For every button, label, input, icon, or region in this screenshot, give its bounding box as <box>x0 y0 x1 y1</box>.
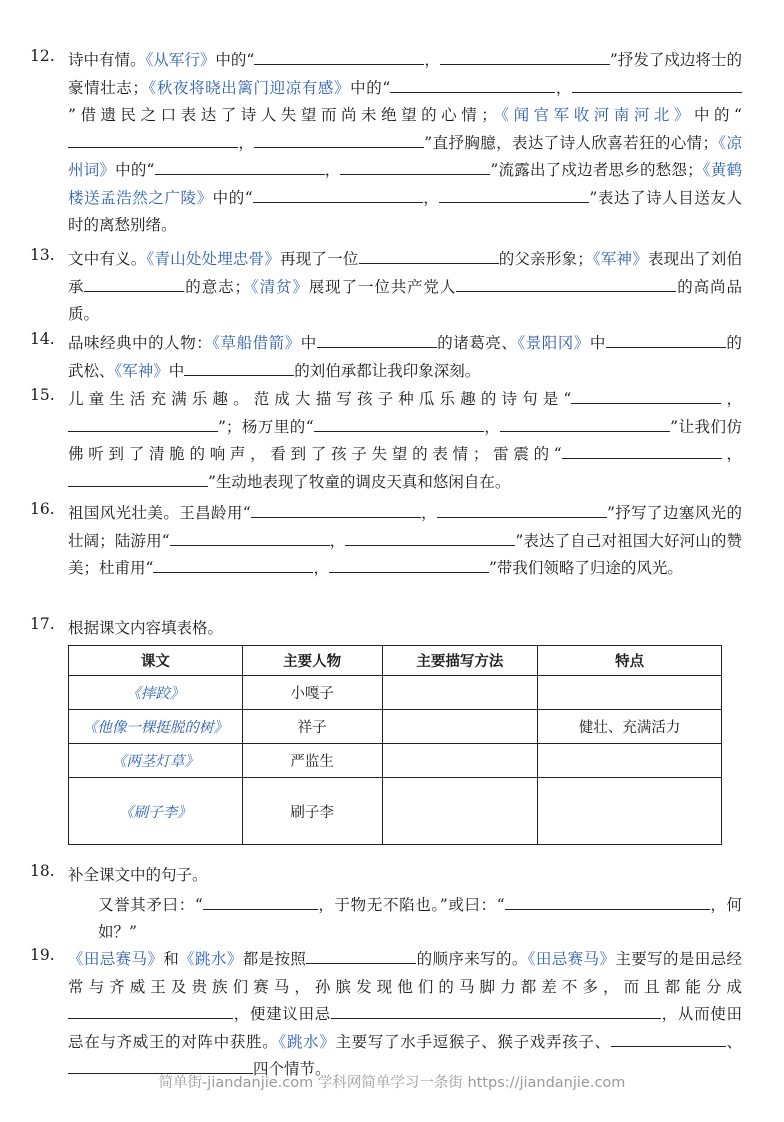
column-header: 主要描写方法 <box>382 646 538 676</box>
question-body <box>68 386 742 496</box>
question-body <box>68 946 742 1084</box>
lesson-title: 《清贫》 <box>250 277 309 296</box>
text: 中 <box>168 361 185 380</box>
answer-blank[interactable] <box>500 417 670 432</box>
answer-blank[interactable] <box>170 531 330 546</box>
answer-blank[interactable] <box>203 895 318 910</box>
text: 中的“ <box>693 106 742 124</box>
method-cell[interactable] <box>382 778 538 845</box>
text: 主要写的是田忌经常与齐威王及贵族们赛马，孙膑发现他们的马脚力都差不多，而且都能分成 <box>68 950 742 996</box>
question-14 <box>30 330 742 385</box>
answer-blank[interactable] <box>571 389 721 404</box>
text: 的意志； <box>184 277 251 296</box>
text: 展现了一位共产党人 <box>308 277 457 296</box>
text: 中的“ <box>212 188 253 207</box>
feature-cell: 健壮、充满活力 <box>538 710 722 744</box>
poem-title: 《闻官军收河南河北》 <box>496 106 694 124</box>
question-number: 15. <box>30 386 55 404</box>
lesson-table <box>68 645 722 845</box>
text: 祖国风光壮美。王昌龄用“ <box>68 504 251 522</box>
text: ， <box>721 390 742 408</box>
text: 再现了一位 <box>280 250 359 268</box>
table-header-row <box>69 646 722 676</box>
question-body <box>68 615 742 643</box>
table-row <box>69 676 722 710</box>
text: ”抒写了边塞风光的壮阔；陆游用“ <box>68 504 742 550</box>
answer-blank[interactable] <box>562 444 722 459</box>
text: ， <box>422 188 440 207</box>
text: 都是按照 <box>242 950 307 968</box>
poem-title: 《凉州词》 <box>68 133 742 179</box>
answer-blank[interactable] <box>440 50 610 65</box>
text: ”生动地表现了牧童的调皮天真和悠闲自在。 <box>208 472 511 491</box>
question-body <box>68 862 742 947</box>
character-cell: 小嘎子 <box>242 676 382 710</box>
feature-cell[interactable] <box>538 778 722 845</box>
text: 中 <box>300 334 317 352</box>
lesson-cell: 《他像一棵挺脱的树》 <box>69 710 243 744</box>
answer-blank[interactable] <box>611 1032 726 1047</box>
answer-blank[interactable] <box>456 277 676 292</box>
text: ”；杨万里的“ <box>218 417 314 436</box>
method-cell[interactable] <box>382 676 538 710</box>
lesson-title: 《景阳冈》 <box>517 334 590 352</box>
question-12 <box>30 47 742 240</box>
answer-blank[interactable] <box>359 249 499 264</box>
text: 文中有义。 <box>68 250 147 268</box>
text: 又誉其矛曰：“ <box>98 895 203 914</box>
question-number: 16. <box>30 500 55 518</box>
answer-blank[interactable] <box>572 78 742 93</box>
text: ”借遗民之口表达了诗人失望而尚未绝望的心情； <box>68 106 497 124</box>
question-number: 14. <box>30 330 55 348</box>
question-17 <box>30 615 742 643</box>
column-header: 课文 <box>69 646 243 676</box>
text: 的武松、 <box>68 334 742 380</box>
text: 诗中有情。 <box>68 51 146 69</box>
lesson-title: 《青山处处埋忠骨》 <box>146 250 281 268</box>
text: ， <box>238 133 255 152</box>
answer-blank[interactable] <box>254 133 424 148</box>
lesson-title: 《军神》 <box>114 361 169 380</box>
text: ”让我们仿佛听到了清脆的响声，看到了孩子失望的表情；雷震的“ <box>68 417 742 463</box>
sentence-line <box>68 892 742 947</box>
text: ， <box>329 531 346 550</box>
lesson-cell: 《摔跤》 <box>69 676 243 710</box>
text: ， <box>420 504 437 522</box>
text: 中 <box>589 334 606 352</box>
answer-blank[interactable] <box>505 895 710 910</box>
column-header: 主要人物 <box>242 646 382 676</box>
answer-blank[interactable] <box>314 417 484 432</box>
text: 的诸葛亮、 <box>436 334 518 352</box>
answer-blank[interactable] <box>329 558 489 573</box>
text: 和 <box>163 950 180 968</box>
text: 的高尚品质。 <box>68 277 742 323</box>
table-row <box>69 744 722 778</box>
text: ”表达了自己对祖国大好河山的赞美；杜甫用“ <box>68 531 742 577</box>
answer-blank[interactable] <box>390 78 555 93</box>
question-number: 18. <box>30 862 55 880</box>
answer-blank[interactable] <box>153 558 313 573</box>
answer-blank[interactable] <box>606 333 726 348</box>
text: ，于物无不陷也。”或曰：“ <box>317 895 505 914</box>
question-body <box>68 330 742 385</box>
table-row <box>69 778 722 845</box>
answer-blank[interactable] <box>84 277 184 292</box>
text: ， <box>555 78 572 97</box>
lesson-cell: 《刷子李》 <box>69 778 243 845</box>
text: 主要写了水手逗猴子、猴子戏弄孩子、 <box>335 1032 611 1051</box>
text: 的刘伯承都让我印象深刻。 <box>294 361 481 380</box>
answer-blank[interactable] <box>68 417 218 432</box>
answer-blank[interactable] <box>340 160 490 175</box>
text: 儿童生活充满乐趣。范成大描写孩子种瓜乐趣的诗句是“ <box>68 390 572 408</box>
text: 中的“ <box>350 78 391 97</box>
text: 的顺序来写的。 <box>416 950 528 968</box>
text: 四个情节。 <box>253 1060 331 1078</box>
text: ”表达了诗人目送友人时的离愁别绪。 <box>68 188 742 234</box>
character-cell: 刷子李 <box>242 778 382 845</box>
text: ”抒发了戍边将士的豪情壮志； <box>68 51 742 97</box>
text: ， <box>721 445 742 463</box>
text: 中的“ <box>215 51 255 69</box>
table-row <box>69 710 722 744</box>
character-cell: 祥子 <box>242 710 382 744</box>
text: ，便建议田忌 <box>233 1005 331 1023</box>
column-header: 特点 <box>538 646 722 676</box>
answer-blank[interactable] <box>254 50 424 65</box>
watermark: 简单街-jiandanjie.com 学科网简单学习一条街 https://jiandanjie.com <box>158 1075 626 1091</box>
answer-blank[interactable] <box>437 503 607 518</box>
answer-blank[interactable] <box>251 503 421 518</box>
text: ”直抒胸臆，表达了诗人欣喜若狂的心情； <box>424 133 718 152</box>
lesson-title: 《跳水》 <box>278 1032 336 1051</box>
question-body <box>68 500 742 583</box>
lesson-cell: 《两茎灯草》 <box>69 744 243 778</box>
question-18 <box>30 862 742 947</box>
text: 、 <box>725 1032 742 1051</box>
text: ”带我们领略了归途的风光。 <box>488 559 683 577</box>
method-cell[interactable] <box>382 710 538 744</box>
question-body <box>68 246 742 329</box>
answer-blank[interactable] <box>331 1004 661 1019</box>
question-body <box>68 47 742 240</box>
answer-blank[interactable] <box>68 472 208 487</box>
question-number: 19. <box>30 946 55 964</box>
poem-title: 《秋夜将晓出篱门迎凉有感》 <box>147 78 351 97</box>
answer-blank[interactable] <box>306 949 416 964</box>
lesson-title: 《草船借箭》 <box>212 334 301 352</box>
text: ， <box>424 51 440 69</box>
question-prompt: 补全课文中的句子。 <box>68 866 208 884</box>
answer-blank[interactable] <box>253 188 423 203</box>
text: ， <box>313 559 329 577</box>
text: 表现出了刘伯承 <box>68 250 742 296</box>
question-16 <box>30 500 742 583</box>
character-cell: 严监生 <box>242 744 382 778</box>
poem-title: 《从军行》 <box>145 51 216 69</box>
answer-blank[interactable] <box>155 160 325 175</box>
poem-title: 《黄鹤楼送孟浩然之广陵》 <box>68 161 742 207</box>
question-number: 13. <box>30 246 55 264</box>
feature-cell[interactable] <box>538 744 722 778</box>
text: ， <box>324 161 341 179</box>
lesson-title: 《军神》 <box>592 250 648 268</box>
text: 的父亲形象； <box>498 250 593 268</box>
answer-blank[interactable] <box>184 361 294 376</box>
answer-blank[interactable] <box>68 133 238 148</box>
question-number: 17. <box>30 615 55 633</box>
lesson-title: 《跳水》 <box>179 950 243 968</box>
text: 中的“ <box>115 161 155 179</box>
text: ，何如？” <box>98 895 742 941</box>
answer-blank[interactable] <box>317 333 437 348</box>
method-cell[interactable] <box>382 744 538 778</box>
answer-blank[interactable] <box>68 1004 233 1019</box>
question-19 <box>30 946 742 1084</box>
lesson-title: 《田忌赛马》 <box>68 950 164 968</box>
text: ”流露出了戍边者思乡的愁怨； <box>490 161 703 179</box>
text: 品味经典中的人物： <box>68 334 213 352</box>
answer-blank[interactable] <box>439 188 589 203</box>
text: ，从而使田忌在与齐威王的对阵中获胜。 <box>68 1005 742 1051</box>
feature-cell[interactable] <box>538 676 722 710</box>
question-13 <box>30 246 742 329</box>
question-15 <box>30 386 742 496</box>
text: ， <box>483 417 501 436</box>
lesson-title: 《田忌赛马》 <box>527 950 616 968</box>
text: 根据课文内容填表格。 <box>68 619 224 637</box>
question-number: 12. <box>30 47 55 65</box>
answer-blank[interactable] <box>345 531 515 546</box>
